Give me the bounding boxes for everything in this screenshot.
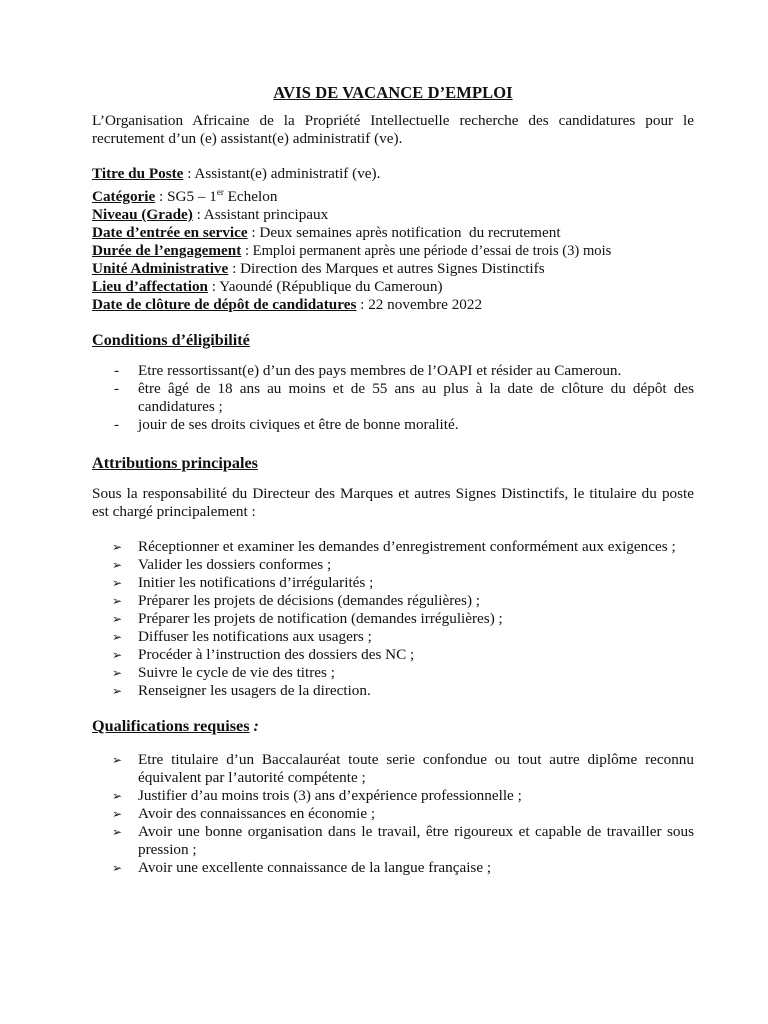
arrow-bullet-icon: ➢ [112,753,123,768]
list-item [92,556,694,574]
field-categorie [92,183,694,206]
list-item-text: Avoir une excellente connaissance de la langue française ; [138,859,492,877]
field-label: Unité Administrative [92,260,229,278]
dash-bullet: - [114,416,120,434]
field-value: : Assistant(e) administratif (ve). [183,165,381,182]
list-item [92,859,694,877]
conditions-list [92,362,694,434]
list-item [92,592,694,610]
list-item [92,380,694,416]
attributions-heading: Attributions principales [92,454,258,473]
list-item-text: Procéder à l’instruction des dossiers des NC ; [138,646,415,664]
field-value: : Deux semaines après notification du recrutement [247,224,561,242]
field-value: : SG5 – 1 [155,188,217,206]
page-title: AVIS DE VACANCE D’EMPLOI [273,83,513,102]
field-label: Catégorie [92,188,156,206]
field-label: Lieu d’affectation [92,278,208,296]
list-item [92,610,694,628]
field-titre-du-poste [92,165,694,183]
arrow-bullet-icon: ➢ [112,612,123,627]
field-date-entree [92,224,694,242]
list-item [92,823,694,859]
conditions-heading: Conditions d’éligibilité [92,331,250,350]
list-item-text: Préparer les projets de décisions (demandes régulières) ; [138,592,481,610]
list-item-text: Etre ressortissant(e) d’un des pays membres de l’OAPI et résider au Cameroun. [138,362,622,380]
dash-bullet: - [114,380,120,398]
attributions-intro: Sous la responsabilité du Directeur des Marques et autres Signes Distinctifs, le titulaire du poste est chargé principalement : [92,485,694,521]
list-item [92,628,694,646]
field-label: Titre du Poste [92,165,184,182]
field-value: : Direction des Marques et autres Signes Distinctifs [228,260,545,278]
arrow-bullet-icon: ➢ [112,540,123,555]
list-item-text: Justifier d’au moins trois (3) ans d’expérience professionnelle ; [138,787,522,805]
qualifications-list [92,751,694,877]
list-item [92,574,694,592]
list-item [92,751,694,787]
arrow-bullet-icon: ➢ [112,594,123,609]
field-niveau [92,206,694,224]
field-value: : Yaoundé (République du Cameroun) [208,278,443,296]
field-unite-administrative [92,260,694,278]
list-item-text: Avoir des connaissances en économie ; [138,805,376,823]
dash-bullet: - [114,362,120,380]
qualifications-heading-text: Qualifications requises [92,717,250,736]
arrow-bullet-icon: ➢ [112,648,123,663]
arrow-bullet-icon: ➢ [112,666,123,681]
list-item [92,787,694,805]
list-item [92,805,694,823]
list-item-text: Etre titulaire d’un Baccalauréat toute serie confondue ou tout autre diplôme reconnu équivalent par l’autorité compétente ; [138,751,694,787]
arrow-bullet-icon: ➢ [112,861,123,876]
list-item-text: jouir de ses droits civiques et être de bonne moralité. [138,416,459,434]
list-item [92,664,694,682]
list-item-text: Diffuser les notifications aux usagers ; [138,628,372,646]
job-details [92,165,694,314]
list-item-text: Préparer les projets de notification (demandes irrégulières) ; [138,610,503,628]
list-item [92,538,694,556]
qualifications-heading-colon: : [253,717,259,736]
arrow-bullet-icon: ➢ [112,684,123,699]
field-label: Date de clôture de dépôt de candidatures [92,296,357,314]
list-item [92,416,694,434]
field-label: Niveau (Grade) [92,206,193,224]
field-duree-engagement [92,242,694,260]
arrow-bullet-icon: ➢ [112,558,123,573]
list-item-text: Réceptionner et examiner les demandes d’enregistrement conformément aux exigences ; [138,538,676,556]
document-page [92,84,694,877]
arrow-bullet-icon: ➢ [112,807,123,822]
list-item-text: Renseigner les usagers de la direction. [138,682,371,700]
field-lieu-affectation [92,278,694,296]
list-item [92,682,694,700]
list-item-text: Avoir une bonne organisation dans le travail, être rigoureux et capable de travailler sous pression ; [138,823,694,859]
field-value: : Emploi permanent après une période d’essai de trois (3) mois [241,243,612,260]
intro-paragraph: L’Organisation Africaine de la Propriété Intellectuelle recherche des candidatures pour le recrutement d’un (e) assistant(e) administratif (ve). [92,112,694,147]
field-value: : 22 novembre 2022 [356,296,483,314]
attributions-list [92,538,694,700]
arrow-bullet-icon: ➢ [112,789,123,804]
list-item-text: Suivre le cycle de vie des titres ; [138,664,335,682]
field-value-superscript: er [216,187,224,197]
arrow-bullet-icon: ➢ [112,825,123,840]
field-label: Durée de l’engagement [92,242,242,260]
list-item-text: Initier les notifications d’irrégularités ; [138,574,374,592]
field-value-suffix: Echelon [223,188,278,206]
list-item [92,646,694,664]
qualifications-heading [92,717,694,735]
field-date-cloture [92,296,694,314]
field-value: : Assistant principaux [192,206,329,224]
field-label: Date d’entrée en service [92,224,248,242]
list-item-text: Valider les dossiers conformes ; [138,556,332,574]
arrow-bullet-icon: ➢ [112,576,123,591]
arrow-bullet-icon: ➢ [112,630,123,645]
list-item [92,362,694,380]
list-item-text: être âgé de 18 ans au moins et de 55 ans au plus à la date de clôture du dépôt des candidatures ; [138,380,694,416]
